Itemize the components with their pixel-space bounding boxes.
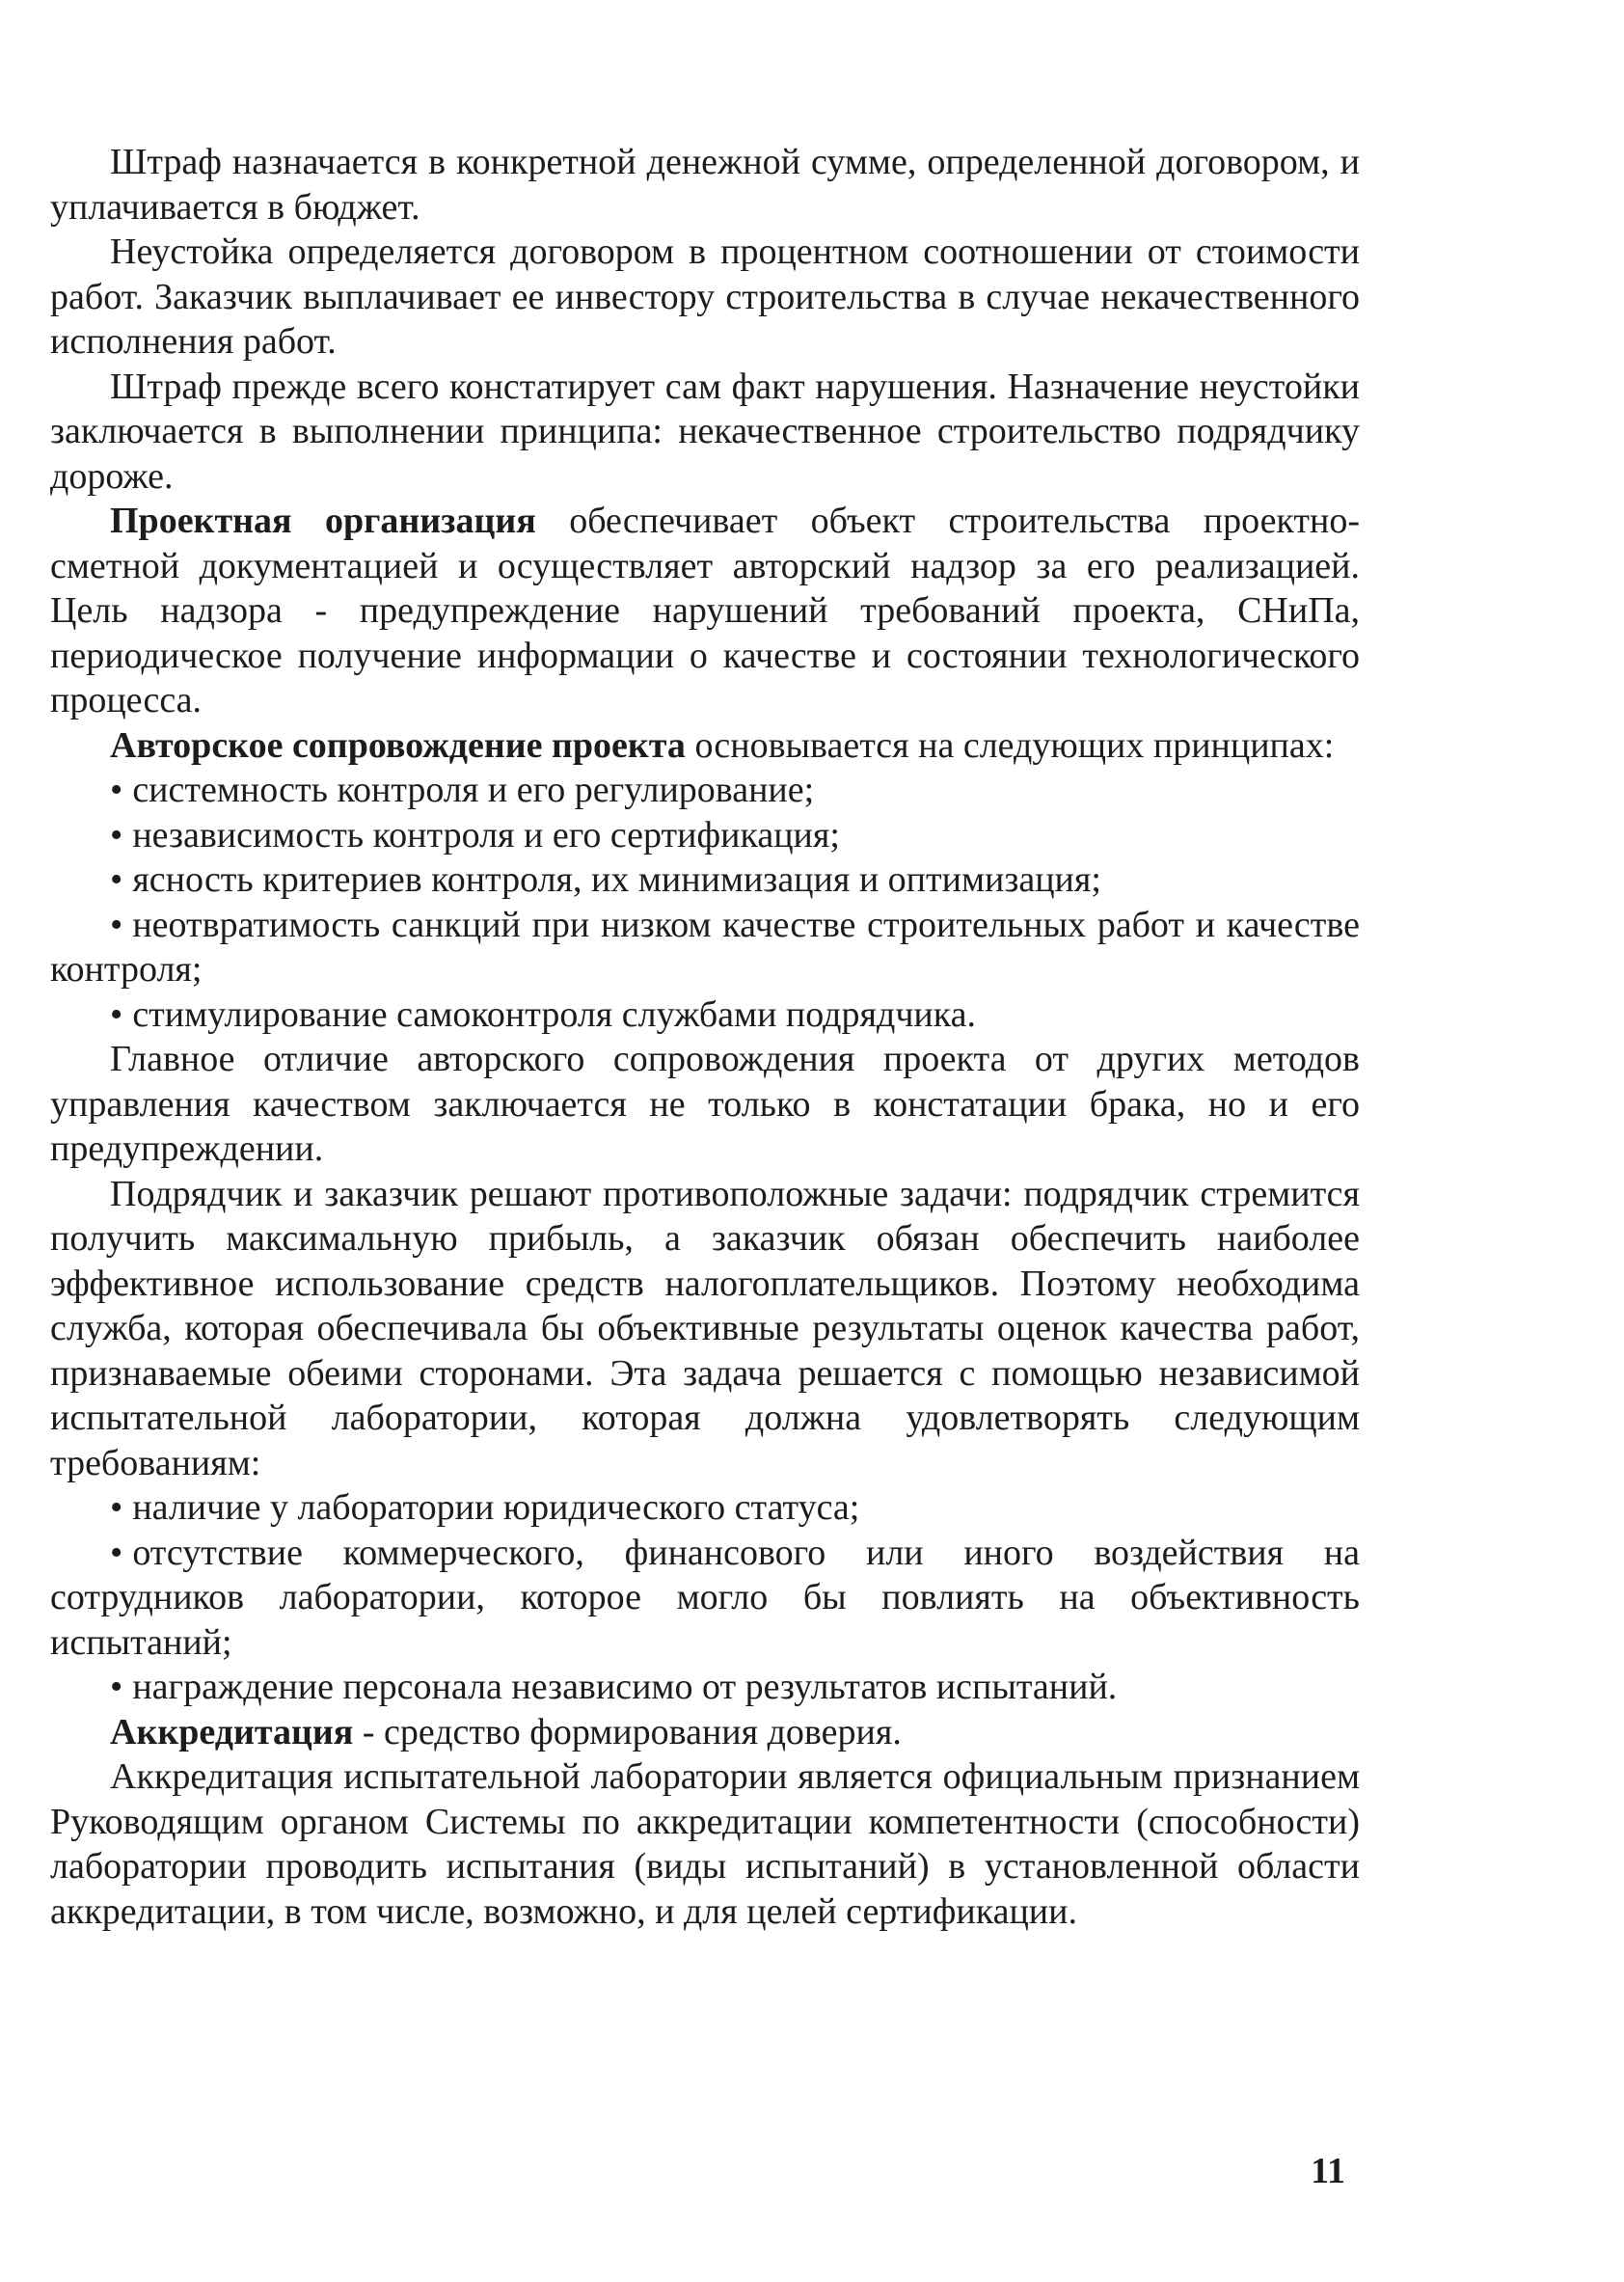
paragraph bbox=[50, 140, 1360, 230]
bullet-text: системность контроля и его регулирование; bbox=[132, 770, 815, 810]
paragraph-text: Аккредитация испытательной лаборатории является официальным признанием Руководящим органом Системы по аккредитации компетентности (способности) лаборатории проводить испытания (виды испытаний) в установленной области аккредитации, в том числе, возможно, и для целей сертификации. bbox=[50, 1756, 1360, 1932]
bullet-text: наличие у лаборатории юридического статуса; bbox=[132, 1487, 860, 1528]
paragraph-text: обеспечивает объект строительства проектно-сметной документацией и осуществляет авторский надзор за его реализацией. Цель надзора - предупреждение нарушений требований проекта, СНиПа, периодическое получение информации о качестве и состоянии технологического процесса. bbox=[50, 501, 1360, 720]
bullet-text: ясность критериев контроля, их минимизация и оптимизация; bbox=[132, 859, 1101, 900]
paragraph-text: Штраф назначается в конкретной денежной сумме, определенной договором, и уплачивается в бюджет. bbox=[50, 142, 1360, 228]
bullet-item bbox=[50, 992, 1360, 1038]
bold-term: Проектная организация bbox=[110, 501, 536, 541]
paragraph bbox=[50, 723, 1360, 769]
bullet-text: независимость контроля и его сертификация; bbox=[132, 814, 840, 856]
bullet-text: неотвратимость санкций при низком качестве строительных работ и качестве контроля; bbox=[50, 904, 1360, 990]
page-number: 11 bbox=[1311, 2151, 1345, 2191]
bullet-item bbox=[50, 857, 1360, 903]
bullet-text: стимулирование самоконтроля службами подрядчика. bbox=[132, 993, 977, 1035]
paragraph-text: Главное отличие авторского сопровождения проекта от других методов управления качеством заключается не только в констатации брака, но и его предупреждении. bbox=[50, 1039, 1360, 1169]
bullet-dot: • bbox=[110, 1532, 123, 1573]
paragraph-text: - средство формирования доверия. bbox=[353, 1711, 902, 1752]
paragraph bbox=[50, 1710, 1360, 1755]
bullet-dot: • bbox=[110, 1667, 123, 1707]
bold-term: Аккредитация bbox=[110, 1711, 354, 1752]
bullet-dot: • bbox=[110, 814, 123, 856]
bullet-dot: • bbox=[110, 1487, 123, 1528]
paragraph bbox=[50, 365, 1360, 500]
bullet-dot: • bbox=[110, 859, 123, 900]
paragraph-text: основывается на следующих принципах: bbox=[685, 724, 1335, 766]
bullet-item bbox=[50, 1531, 1360, 1666]
bullet-dot: • bbox=[110, 904, 123, 945]
paragraph bbox=[50, 230, 1360, 365]
paragraph bbox=[50, 1172, 1360, 1486]
bullet-dot: • bbox=[110, 993, 123, 1035]
bullet-item bbox=[50, 1665, 1360, 1710]
bullet-text: награждение персонала независимо от результатов испытаний. bbox=[132, 1667, 1118, 1707]
paragraph-text: Штраф прежде всего констатирует сам факт нарушения. Назначение неустойки заключается в выполнении принципа: некачественное строительство подрядчику дороже. bbox=[50, 366, 1360, 497]
paragraph bbox=[50, 1037, 1360, 1172]
paragraph bbox=[50, 1754, 1360, 1934]
paragraph-text: Неустойка определяется договором в процентном соотношении от стоимости работ. Заказчик выплачивает ее инвестору строительства в случае некачественного исполнения работ. bbox=[50, 231, 1360, 362]
paragraph-text: Подрядчик и заказчик решают противоположные задачи: подрядчик стремится получить максимальную прибыль, а заказчик обязан обеспечить наиболее эффективное использование средств налогоплательщиков. Поэтому необходима служба, которая обеспечивала бы объективные результаты оценок качества работ, признаваемые обеими сторонами. Эта задача решается с помощью независимой испытательной лаборатории, которая должна удовлетворять следующим требованиям: bbox=[50, 1173, 1360, 1483]
bullet-item bbox=[50, 903, 1360, 992]
bullet-item bbox=[50, 1485, 1360, 1531]
bullet-item bbox=[50, 813, 1360, 858]
bullet-dot: • bbox=[110, 770, 123, 810]
bullet-text: отсутствие коммерческого, финансового или иного воздействия на сотрудников лаборатории, которое могло бы повлиять на объективность испытаний; bbox=[50, 1532, 1360, 1663]
bold-term: Авторское сопровождение проекта bbox=[110, 724, 686, 766]
page-body bbox=[50, 140, 1360, 1934]
paragraph bbox=[50, 499, 1360, 723]
bullet-item bbox=[50, 768, 1360, 813]
